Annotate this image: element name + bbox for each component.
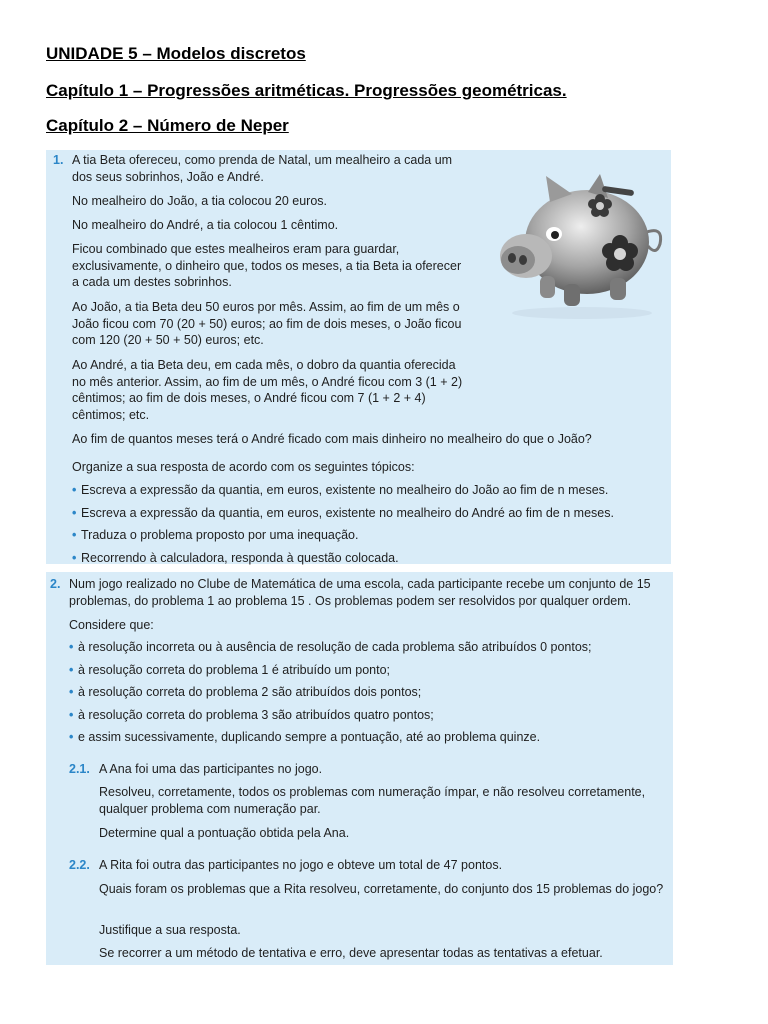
chapter2-heading: Capítulo 2 – Número de Neper (46, 116, 289, 135)
list-item: • à resolução correta do problema 3 são atribuídos quatro pontos; (69, 707, 434, 722)
ex2-bullet-list (69, 639, 669, 746)
bullet-icon: • (69, 640, 74, 654)
subquestion-2-1-line-3: Determine qual a pontuação obtida pela Ana. (99, 826, 350, 840)
bullet-icon: • (72, 528, 77, 543)
subquestion-2-2-number: 2.2. (69, 858, 90, 872)
ex1-paragraph-6: Ao André, a tia Beta deu, em cada mês, o dobro da quantia oferecida no mês anterior. Assim, ao fim de um mês, o André ficou com 3 (1 + 2) cêntimos; ao fim de dois meses, o André ficou com 7 (1 + 2 + 4) cêntimos; etc. (72, 358, 463, 422)
list-item: • Traduza o problema proposto por uma inequação. (72, 528, 359, 543)
ex1-organize: Organize a sua resposta de acordo com os seguintes tópicos: (72, 460, 415, 474)
chapter1-heading: Capítulo 1 – Progressões aritméticas. Progressões geométricas. (46, 81, 567, 100)
ex2-intro: Num jogo realizado no Clube de Matemática de uma escola, cada participante recebe um conjunto de 15 problemas, do problema 1 ao problema 15 . Os problemas podem ser resolvidos por qualquer ordem. (69, 577, 651, 608)
ex1-paragraph-1: A tia Beta ofereceu, como prenda de Natal, um mealheiro a cada um dos seus sobrinhos, João e André. (72, 153, 453, 184)
list-item: • à resolução correta do problema 2 são atribuídos dois pontos; (69, 685, 422, 700)
subquestion-2-2-line-3: Justifique a sua resposta. (99, 923, 241, 937)
bullet-icon: • (69, 685, 74, 700)
subquestion-2-2-line-2: Quais foram os problemas que a Rita resolveu, corretamente, do conjunto dos 15 problemas do jogo? (99, 882, 664, 896)
ex1-paragraph-2: No mealheiro do João, a tia colocou 20 euros. (72, 194, 328, 208)
list-item: • à resolução incorreta ou à ausência de resolução de cada problema são atribuídos 0 pontos; (69, 640, 592, 654)
ex1-bullet-list (72, 482, 667, 566)
exercise-2-number: 2. (50, 577, 61, 591)
exercise-1-number: 1. (53, 153, 64, 167)
list-item: • Escreva a expressão da quantia, em euros, existente no mealheiro do João ao fim de n meses. (72, 483, 609, 497)
bullet-icon: • (69, 730, 74, 745)
ex1-paragraph-4: Ficou combinado que estes mealheiros eram para guardar, exclusivamente, o dinheiro que, todos os meses, a tia Beta ia oferecer a cada um destes sobrinhos. (72, 242, 462, 290)
ex1-paragraph-3: No mealheiro do André, a tia colocou 1 cêntimo. (72, 218, 339, 232)
subquestion-2-2-line-1: A Rita foi outra das participantes no jogo e obteve um total de 47 pontos. (99, 858, 503, 872)
unit-heading: UNIDADE 5 – Modelos discretos (46, 44, 306, 63)
list-item: • Recorrendo à calculadora, responda à questão colocada. (72, 550, 399, 565)
bullet-icon: • (72, 505, 77, 520)
list-item: • e assim sucessivamente, duplicando sempre a pontuação, até ao problema quinze. (69, 730, 541, 745)
list-item: • à resolução correta do problema 1 é atribuído um ponto; (69, 662, 390, 677)
bullet-icon: • (69, 662, 74, 677)
bullet-icon: • (72, 550, 77, 565)
bullet-icon: • (69, 707, 74, 722)
subquestion-2-1-line-2: Resolveu, corretamente, todos os problemas com numeração ímpar, e não resolveu corretamente, qualquer problema com numeração par. (99, 785, 646, 816)
ex2-consider: Considere que: (69, 618, 154, 632)
subquestion-2-2-line-4: Se recorrer a um método de tentativa e erro, deve apresentar todas as tentativas a efetuar. (99, 946, 603, 960)
piggy-bank-icon (492, 172, 668, 320)
list-item: • Escreva a expressão da quantia, em euros, existente no mealheiro do André ao fim de n meses. (72, 505, 614, 520)
subquestion-2-1-number: 2.1. (69, 762, 90, 776)
ex1-paragraph-5: Ao João, a tia Beta deu 50 euros por mês. Assim, ao fim de um mês o João ficou com 70 (20 + 50) euros; ao fim de dois meses, o João ficou com 120 (20 + 50 + 50) euros; etc. (72, 300, 462, 348)
ex1-question: Ao fim de quantos meses terá o André ficado com mais dinheiro no mealheiro do que o João? (72, 432, 592, 446)
exercise-2-box (46, 572, 673, 965)
subquestion-2-1-line-1: A Ana foi uma das participantes no jogo. (99, 762, 323, 776)
bullet-icon: • (72, 483, 77, 497)
